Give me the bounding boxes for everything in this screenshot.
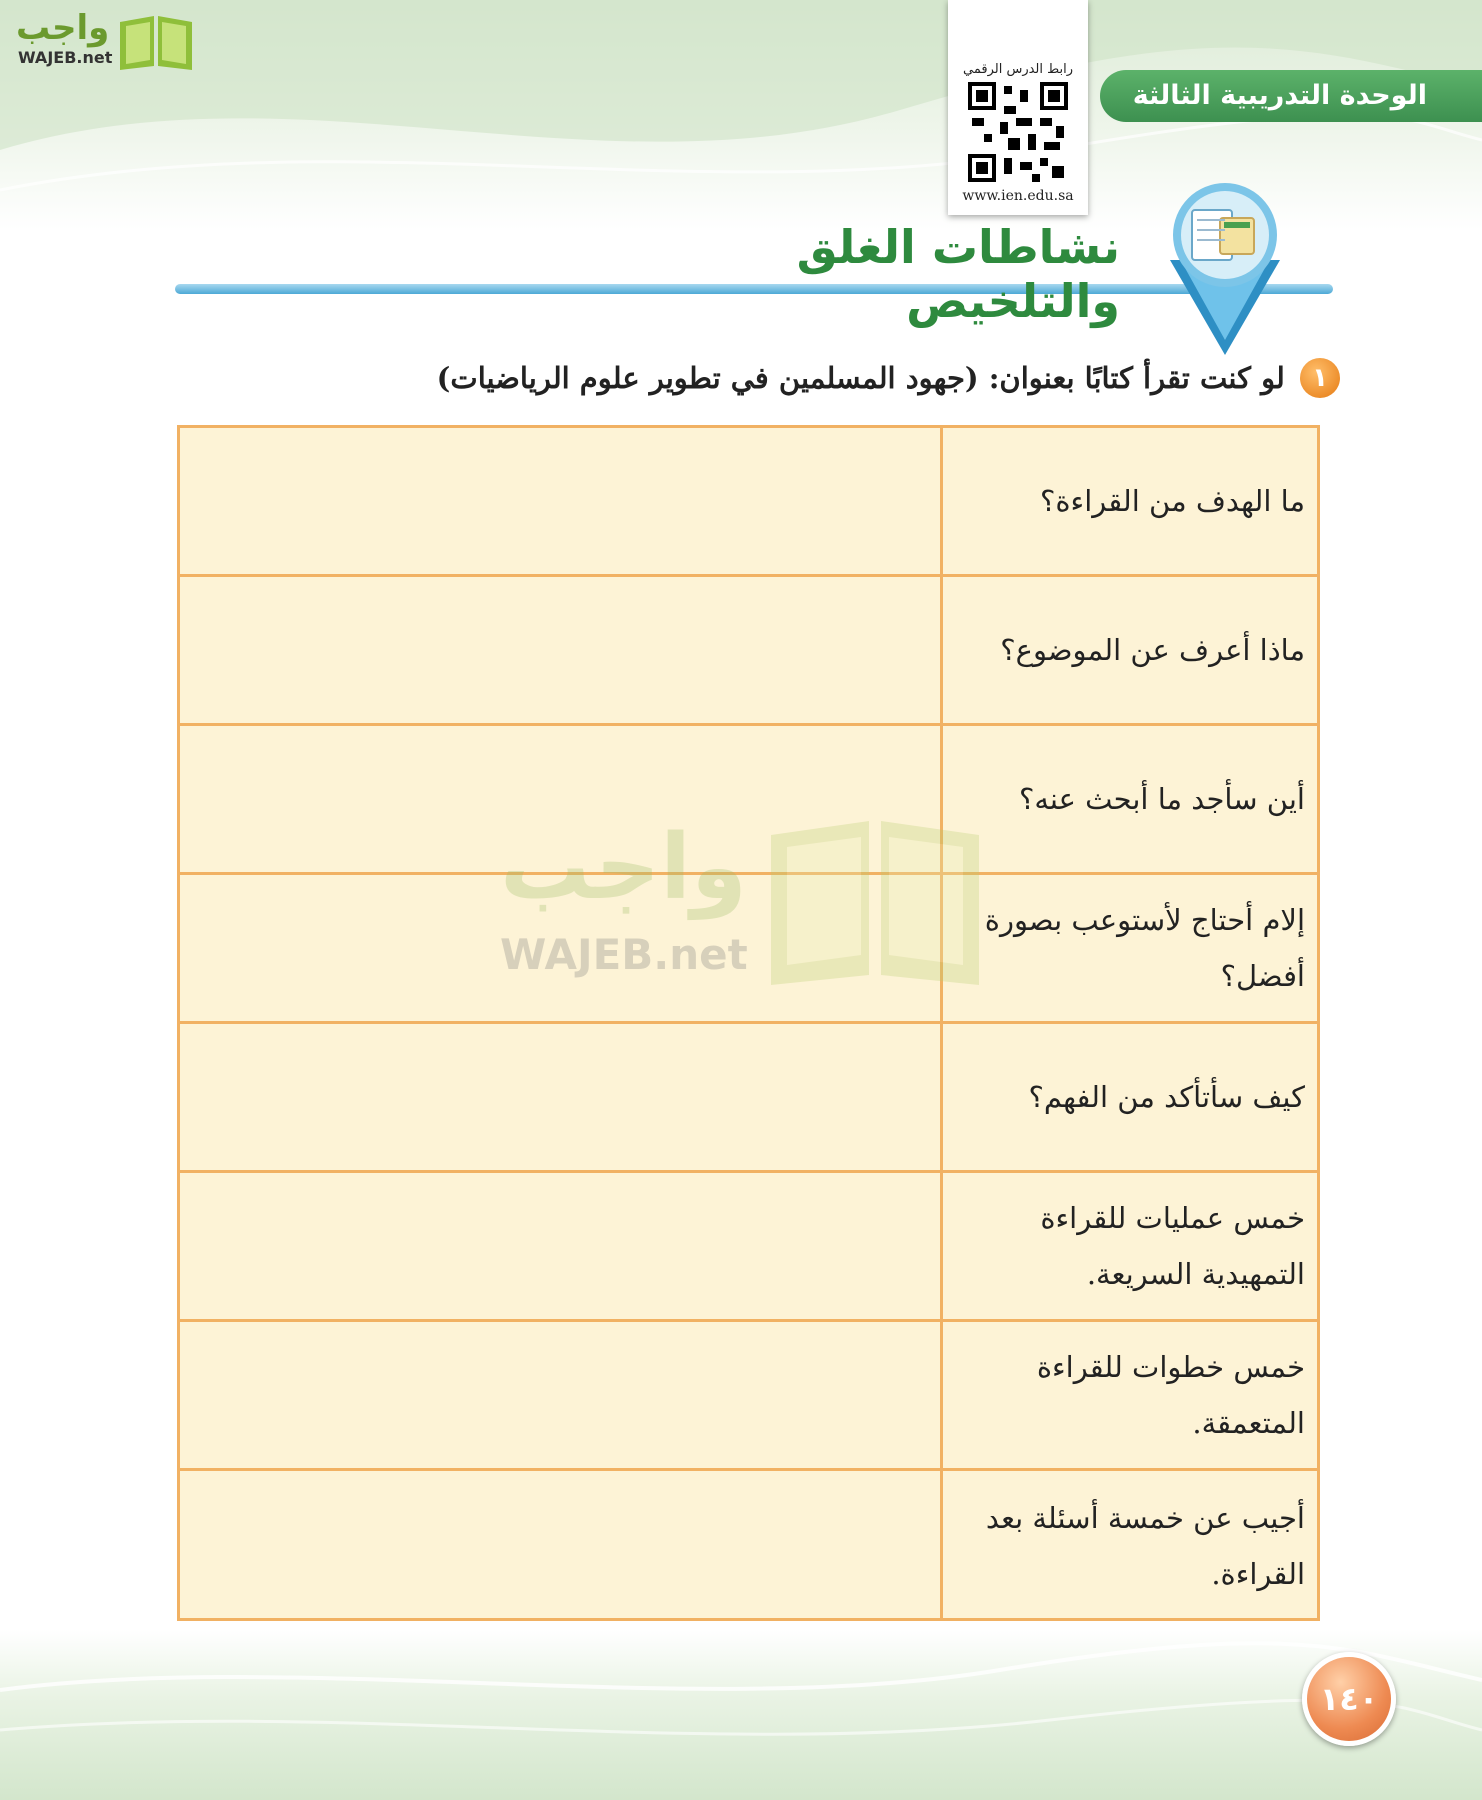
answer-cell[interactable] (180, 1173, 943, 1319)
question-row (400, 358, 1340, 408)
answer-cell[interactable] (180, 1471, 943, 1620)
prompt-cell: أجيب عن خمسة أسئلة بعد القراءة. (985, 1500, 1305, 1591)
watermark-latin-text: WAJEB.net (500, 930, 748, 979)
footer-wave-decoration (0, 1630, 1482, 1800)
qr-url: www.ien.edu.sa (962, 188, 1074, 204)
answer-cell[interactable] (180, 428, 943, 574)
unit-tab: الوحدة التدريبية الثالثة (1100, 70, 1482, 122)
page-number-badge: ١٤٠ (1302, 1652, 1396, 1746)
answer-cell[interactable] (180, 726, 943, 872)
book-icon (116, 12, 196, 70)
table-row (180, 1024, 1317, 1173)
prompt-cell: إلام أحتاج لأستوعب بصورة أفضل؟ (984, 903, 1305, 993)
prompt-cell: أين سأجد ما أبحث عنه؟ (1018, 782, 1305, 816)
prompt-cell: كيف سأتأكد من الفهم؟ (1028, 1080, 1305, 1114)
footer-background (0, 1630, 1482, 1800)
prompt-cell: خمس عمليات للقراءة التمهيدية السريعة. (1040, 1201, 1305, 1291)
qr-code-icon (968, 82, 1068, 182)
answer-cell[interactable] (180, 1322, 943, 1468)
table-row (180, 577, 1317, 726)
qr-label: رابط الدرس الرقمي (963, 62, 1073, 77)
table-row (180, 1471, 1317, 1620)
question-number-badge: ١ (1300, 358, 1340, 398)
prompt-cell: ماذا أعرف عن الموضوع؟ (1000, 633, 1305, 667)
reading-plan-table (177, 425, 1320, 1621)
answer-cell[interactable] (180, 875, 943, 1021)
section-title: نشاطات الغلق والتلخيص (796, 220, 1120, 328)
table-row (180, 428, 1317, 577)
logo-arabic-text: واجب (16, 8, 110, 48)
answer-cell[interactable] (180, 577, 943, 723)
answer-cell[interactable] (180, 1024, 943, 1170)
table-row (180, 875, 1317, 1024)
table-row (180, 1322, 1317, 1471)
watermark-arabic-text: واجب (500, 815, 747, 920)
table-row (180, 1173, 1317, 1322)
wajeb-logo[interactable] (8, 8, 188, 68)
table-row (180, 726, 1317, 875)
logo-latin-text: WAJEB.net (18, 48, 113, 67)
question-text: لو كنت تقرأ كتابًا بعنوان: (جهود المسلمين في تطوير علوم الرياضيات) (436, 361, 1285, 395)
notebook-calendar-icon (1140, 180, 1310, 360)
qr-card[interactable] (948, 0, 1088, 215)
prompt-cell: ما الهدف من القراءة؟ (1039, 484, 1305, 518)
prompt-cell: خمس خطوات للقراءة المتعمقة. (1036, 1350, 1305, 1440)
